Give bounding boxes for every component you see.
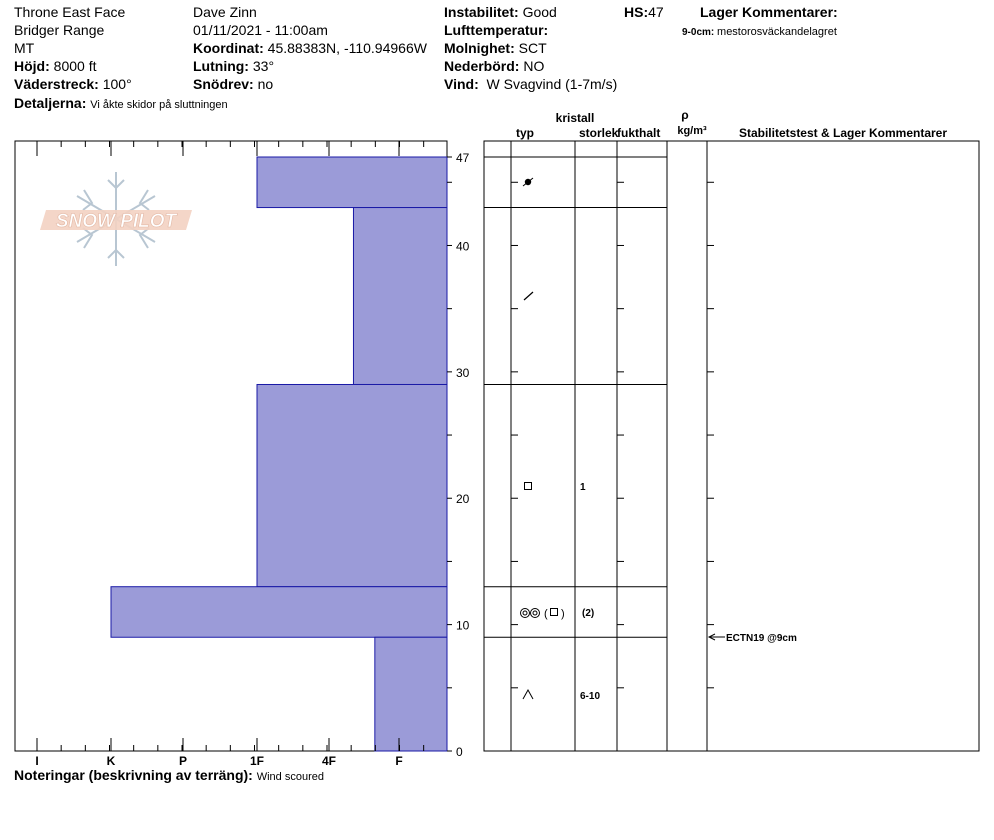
grain-size: (2) [582,608,595,619]
elevation-value: 8000 ft [53,58,97,74]
precip-label: Nederbörd: [444,58,520,74]
grain-size: 1 [580,482,586,493]
depth-tick-label: 10 [456,618,470,633]
slope-value: 33° [252,58,275,74]
type-header: typ [516,126,534,140]
layer-comment-depth: 9-0cm: [682,27,715,38]
hardness-bar [375,637,447,751]
hardness-bar [257,384,447,586]
size-header: storlek [579,126,619,140]
hardness-label: 4F [321,754,337,768]
crystal-header: kristall [555,111,595,125]
terrain-notes [14,767,324,785]
table-frame [484,141,979,751]
drift-label: Snödrev: [193,76,254,92]
aspect-value: 100° [102,76,132,92]
melt-freeze-faceted-icon [521,608,565,620]
hs-value: 47 [648,4,664,20]
density-unit: kg/m³ [677,125,707,137]
coord-label: Koordinat: [193,40,264,56]
stability-header: Stabilitetstest & Lager Kommentarer [738,126,948,140]
notes-value: Wind scoured [256,771,324,783]
layer-comment-text: mestorosväckandelagret [717,26,837,38]
depth-tick-label: 47 [456,151,470,165]
layer-table [484,108,979,751]
depth-tick-label: 0 [456,745,463,759]
stability-test-label: ECTN19 @9cm [726,633,797,644]
air-temp-label: Lufttemperatur: [444,22,549,38]
density-symbol: ρ [681,108,689,122]
svg-text:): ) [561,608,565,620]
clouds-label: Molnighet: [444,40,515,56]
logo-text: SNOW PILOT [55,211,177,232]
wind-label: Vind: [444,76,479,92]
depth-tick-label: 20 [456,492,470,507]
layer-comments-title: Lager Kommentarer: [700,4,838,20]
stability-label: Instabilitet: [444,4,519,20]
hardness-label: P [178,754,188,768]
notes-label: Noteringar (beskrivning av terräng): [14,767,253,783]
decomposing-fragment-icon [524,292,533,300]
details-label: Detaljerna: [14,95,87,111]
hardness-bar [353,208,447,385]
coord-value: 45.88383N, -110.94966W [267,40,427,56]
location-name: Throne East Face [14,4,126,20]
hardness-bar [111,587,447,638]
snowpilot-logo [40,172,192,266]
hardness-label: I [35,754,39,768]
rounding-faceted-icon [523,178,533,186]
svg-text:(: ( [544,608,548,620]
faceted-crystal-icon [525,483,532,490]
grain-size: 6-10 [580,691,601,702]
clouds-value: SCT [518,40,547,56]
wind-value: W Svagvind (1-7m/s) [486,76,618,92]
elevation-label: Höjd: [14,58,50,74]
aspect-label: Väderstreck: [14,76,99,92]
state-name: MT [14,40,35,56]
depth-tick-label: 40 [456,239,470,254]
precip-value: NO [523,58,545,74]
table-ticks [511,182,714,751]
observer-name: Dave Zinn [193,4,257,20]
stability-value: Good [522,4,557,20]
range-name: Bridger Range [14,22,105,38]
hardness-label: 1F [249,754,265,768]
hardness-bar [257,157,447,208]
moisture-header: fukthalt [617,126,661,140]
hardness-label: K [106,754,116,768]
drift-value: no [257,76,274,92]
depth-axis [447,151,470,759]
details-value: Vi åkte skidor på sluttningen [90,99,228,111]
hardness-axis-labels [35,754,402,768]
hs-label: HS: [624,4,649,20]
depth-tick-label: 30 [456,365,470,380]
depth-hoar-icon [523,690,533,699]
slope-label: Lutning: [193,58,249,74]
hardness-bars [111,157,447,751]
hardness-label: F [395,754,403,768]
obs-datetime: 01/11/2021 - 11:00am [193,22,328,38]
